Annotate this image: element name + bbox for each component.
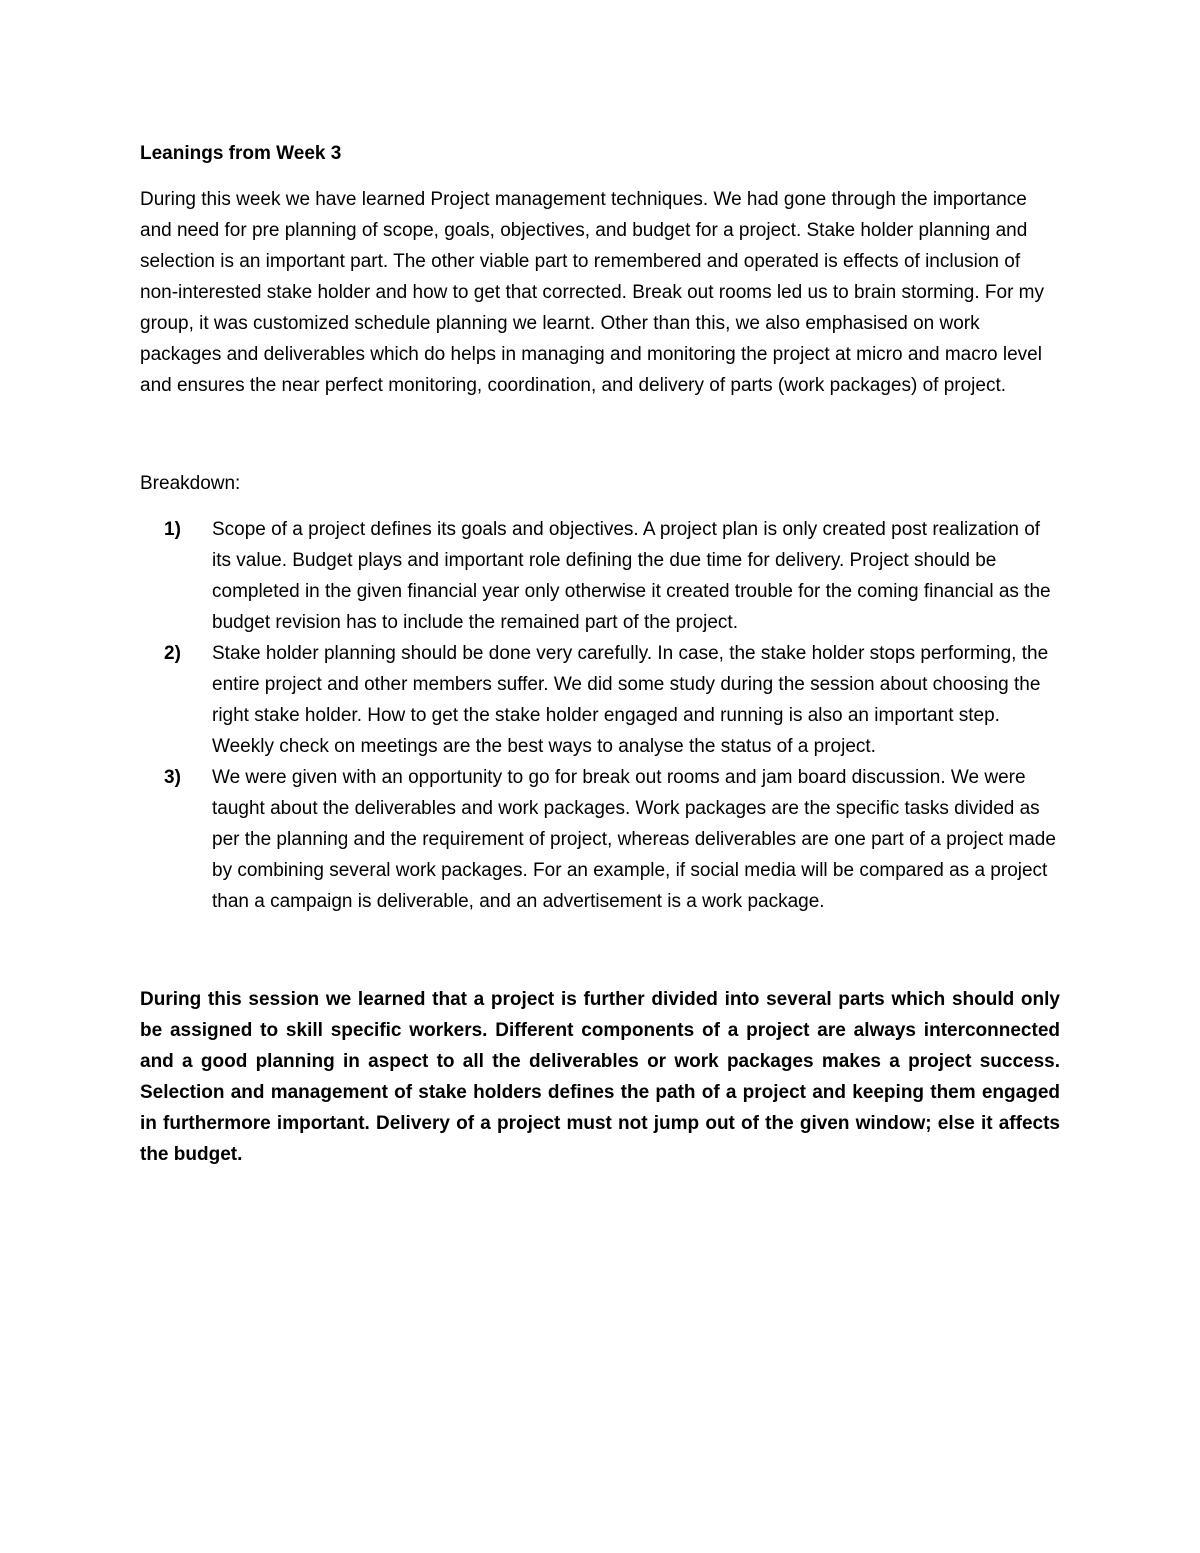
breakdown-label: Breakdown:	[140, 473, 241, 494]
summary-paragraph: During this session we learned that a project is further divided into several parts which should only be assigned to skill specific workers. Different components of a project are always interconnected and a good planning in aspect to all the deliverables or work packages makes a project success. Selection and management of stake holders defines the path of a project and keeping them engaged in furthermore important. Delivery of a project must not jump out of the given window; else it affects the budget.	[140, 989, 1060, 1165]
list-item-text: We were given with an opportunity to go for break out rooms and jam board discussion. We were taught about the deliverables and work packages. Work packages are the specific tasks divided as per the planning and the requirement of project, whereas deliverables are one part of a project made by combining several work packages. For an example, if social media will be compared as a project than a campaign is deliverable, and an advertisement is a work package.	[212, 767, 1056, 912]
list-item-number: 1)	[164, 519, 181, 540]
document-page	[140, 138, 1060, 1170]
list-item-number: 3)	[164, 767, 181, 788]
breakdown-list	[140, 514, 1060, 917]
list-item-number: 2)	[164, 643, 181, 664]
document-title: Leanings from Week 3	[140, 143, 342, 164]
list-item-text: Scope of a project defines its goals and objectives. A project plan is only created post realization of its value. Budget plays and important role defining the due time for delivery. Project should be completed in the given financial year only otherwise it created trouble for the coming financial as the budget revision has to include the remained part of the project.	[212, 519, 1051, 633]
intro-paragraph: During this week we have learned Project management techniques. We had gone through the importance and need for pre planning of scope, goals, objectives, and budget for a project. Stake holder planning and selection is an important part. The other viable part to remembered and operated is effects of inclusion of non-interested stake holder and how to get that corrected. Break out rooms led us to brain storming. For my group, it was customized schedule planning we learnt. Other than this, we also emphasised on work packages and deliverables which do helps in managing and monitoring the project at micro and macro level and ensures the near perfect monitoring, coordination, and delivery of parts (work packages) of project.	[140, 189, 1045, 396]
list-item	[140, 638, 1060, 762]
list-item	[140, 514, 1060, 638]
list-item-text: Stake holder planning should be done very carefully. In case, the stake holder stops performing, the entire project and other members suffer. We did some study during the session about choosing the right stake holder. How to get the stake holder engaged and running is also an important step. Weekly check on meetings are the best ways to analyse the status of a project.	[212, 643, 1049, 757]
list-item	[140, 762, 1060, 917]
